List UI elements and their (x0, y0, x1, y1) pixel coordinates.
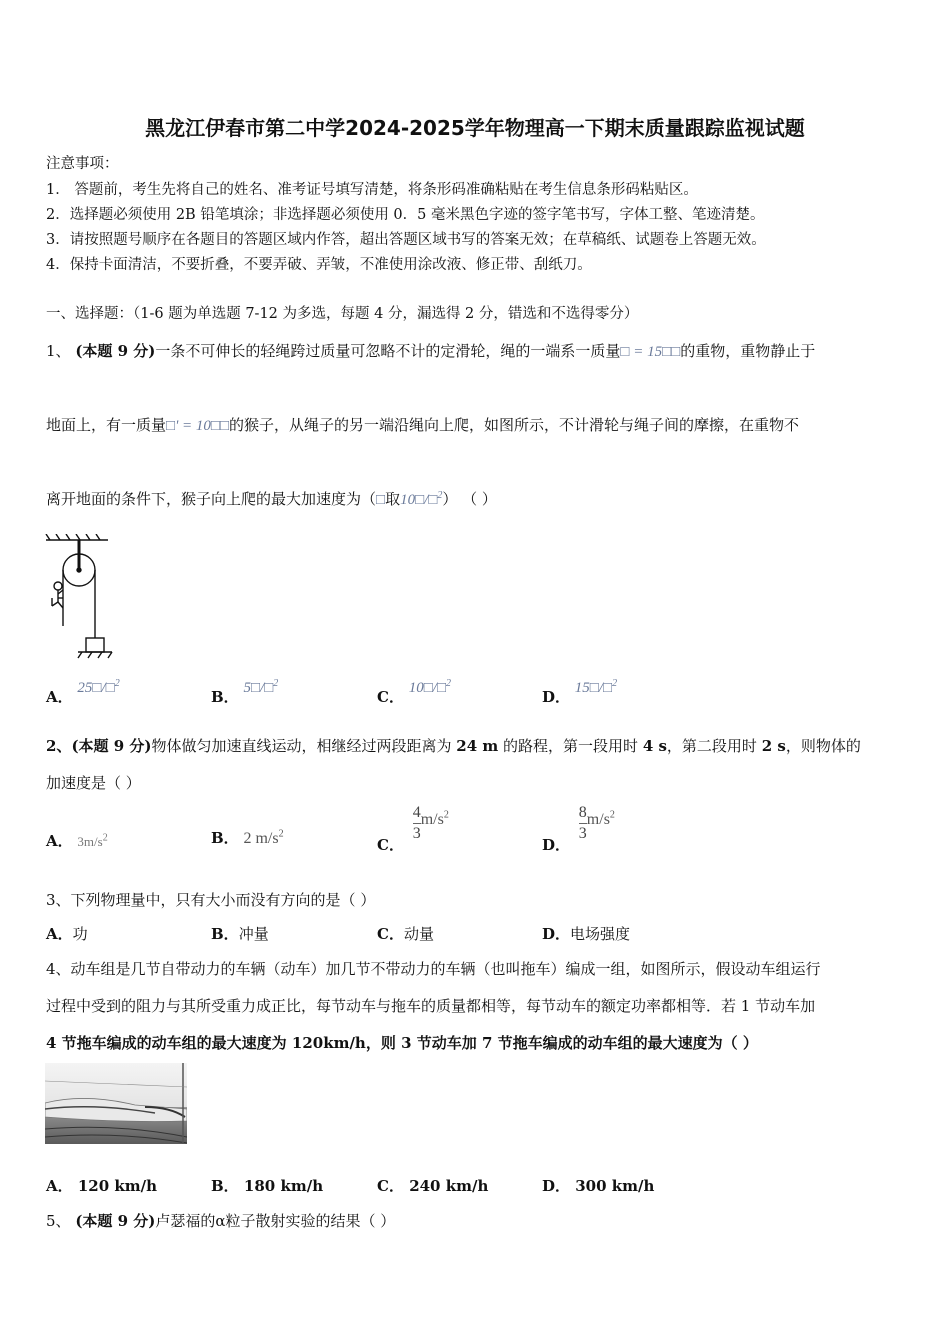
q1-option-b[interactable] (211, 678, 279, 707)
option-label: C． (377, 925, 404, 943)
ceiling-hatch (76, 534, 80, 540)
question-text: 一条不可伸长的轻绳跨过质量可忽略不计的定滑轮，绳的一端系一质量 (155, 342, 621, 360)
option-label: D． (542, 688, 571, 706)
option-value-text: 3m/s (77, 834, 103, 849)
option-label: A． (46, 1177, 73, 1195)
q4-option-a[interactable] (46, 1175, 157, 1196)
option-value (409, 680, 451, 696)
q2-option-a[interactable] (46, 830, 108, 851)
q3-option-a[interactable] (46, 923, 88, 944)
option-label: D． (542, 925, 571, 943)
q4-option-d[interactable] (542, 1175, 654, 1196)
option-label: C． (377, 1177, 404, 1195)
superscript: 2 (114, 678, 120, 689)
superscript: 2 (273, 678, 279, 689)
superscript: 2 (446, 678, 452, 689)
q3-option-c[interactable] (377, 923, 434, 944)
fraction (579, 803, 587, 844)
question-1-line-2 (46, 414, 799, 435)
option-value-text: 5□/□ (243, 680, 274, 696)
fraction-denominator: 3 (578, 825, 587, 842)
formula-g-symbol: □ (376, 492, 386, 508)
question-4-line-2: 过程中受到的阻力与其所受重力成正比，每节动车与拖车的质量都相等，每节动车的额定功率都相等．若 1 节动车加 (46, 997, 816, 1015)
question-5-line-1 (46, 1210, 395, 1231)
ceiling-hatch (56, 534, 60, 540)
option-unit-text: m/s (420, 810, 444, 828)
ground-hatch (78, 652, 82, 658)
question-score-tag: (本题 9 分) (71, 737, 152, 755)
option-label: B． (211, 829, 239, 847)
monkey-leg (58, 602, 63, 608)
option-value (243, 830, 283, 847)
formula-mass-2: □' = 10□□ (166, 418, 230, 434)
question-text: ，第二段用时 (666, 737, 762, 755)
question-score-tag: (本题 9 分) (75, 1212, 156, 1230)
q1-option-a[interactable] (46, 678, 120, 707)
question-3-text: 3、下列物理量中，只有大小而没有方向的是（ ） (46, 891, 376, 909)
question-text: 卢瑟福的α粒子散射实验的结果（ ） (155, 1212, 396, 1230)
option-label: B． (211, 1177, 239, 1195)
option-value (243, 680, 278, 696)
question-2-line-1 (46, 735, 861, 756)
distance-value: 24 m (456, 737, 499, 755)
option-unit-text: m/s (586, 810, 610, 828)
q2-option-c[interactable] (377, 803, 449, 854)
option-value: 动量 (403, 925, 434, 943)
page-title: 黑龙江伊春市第二中学2024-2025学年物理高一下期末质量跟踪监视试题 (145, 116, 805, 140)
option-value (575, 680, 617, 696)
time-value-1: 4 s (642, 737, 667, 755)
option-label: A． (46, 832, 73, 850)
option-label: D． (542, 1177, 571, 1195)
q1-option-c[interactable] (377, 678, 452, 707)
option-label: C． (377, 688, 404, 706)
ground-hatch (108, 652, 112, 658)
notice-item: 3．请按照题号顺序在各题目的答题区域内作答，超出答题区域书写的答案无效；在草稿纸、试题卷上答题无效。 (46, 232, 766, 248)
question-text: 地面上，有一质量 (46, 416, 167, 434)
superscript: 2 (278, 828, 284, 840)
question-text: 取 (385, 490, 401, 508)
question-text: 的重物，重物静止于 (680, 342, 816, 360)
notice-heading: 注意事项： (46, 156, 119, 172)
notice-item: 2．选择题必须使用 2B 铅笔填涂；非选择题必须使用 0．5 毫米黑色字迹的签字笔书写，字体工整、笔迹清楚。 (46, 207, 765, 223)
q3-option-d[interactable] (542, 923, 630, 944)
option-value-text: 15□/□ (574, 680, 613, 696)
formula-mass-1: □ = 15□□ (620, 344, 681, 360)
option-value: 300 km/h (575, 1177, 655, 1195)
option-label: C． (377, 835, 404, 854)
q4-option-b[interactable] (211, 1175, 323, 1196)
ceiling-hatch (66, 534, 70, 540)
fraction-denominator: 3 (412, 825, 421, 842)
fraction-numerator: 4 (413, 803, 421, 824)
question-1-line-3 (46, 488, 497, 509)
ceiling-hatch (96, 534, 100, 540)
monkey-leg (52, 602, 58, 606)
pulley-center (77, 568, 81, 572)
option-value: 180 km/h (243, 1177, 324, 1195)
option-value-text: 10□/□ (408, 680, 447, 696)
section-heading: 一、选择题：（1-6 题为单选题 7-12 为多选，每题 4 分，漏选得 2 分，错选和不选得零分） (46, 306, 639, 322)
ceiling-hatch (86, 534, 90, 540)
question-text: ） （ ） (442, 490, 497, 508)
superscript: 2 (102, 832, 108, 844)
superscript: 2 (609, 809, 615, 821)
question-number: 2、 (46, 737, 72, 755)
question-number: 1、 (46, 342, 71, 360)
weight-block (86, 638, 104, 652)
monkey-head (54, 582, 62, 590)
fraction-numerator: 8 (579, 803, 587, 824)
q3-option-b[interactable] (211, 923, 269, 944)
ground-hatch (98, 652, 102, 658)
option-label: B． (211, 688, 239, 706)
option-label: A． (46, 925, 73, 943)
question-text: 的路程，第一段用时 (498, 737, 643, 755)
question-4-line-1: 4、动车组是几节自带动力的车辆（动车）加几节不带动力的车辆（也叫拖车）编成一组，如图所示，假设动车组运行 (46, 960, 821, 978)
option-unit (421, 811, 449, 828)
option-value: 240 km/h (409, 1177, 489, 1195)
option-value: 功 (72, 925, 88, 943)
train-photo (45, 1063, 187, 1144)
formula-gravity (400, 492, 442, 508)
ceiling-hatch (46, 534, 50, 540)
option-label: B． (211, 925, 239, 943)
question-2-line-2: 加速度是（ ） (46, 774, 141, 792)
option-value: 冲量 (238, 925, 269, 943)
superscript: 2 (612, 678, 618, 689)
superscript: 2 (443, 809, 449, 821)
option-value-text: 25□/□ (77, 680, 115, 696)
question-text: 离开地面的条件下，猴子向上爬的最大加速度为（ (46, 490, 377, 508)
option-label: D． (542, 835, 571, 854)
q2-option-b[interactable] (211, 827, 284, 848)
ground-hatch (88, 652, 92, 658)
question-1-line-1 (46, 340, 815, 361)
formula-gravity-value: 10□/□ (400, 492, 438, 508)
time-value-2: 2 s (761, 737, 786, 755)
q2-option-d[interactable] (542, 803, 615, 854)
question-text: 的猴子，从绳子的另一端沿绳向上爬，如图所示，不计滑轮与绳子间的摩擦，在重物不 (229, 416, 800, 434)
option-unit (587, 811, 615, 828)
pulley-figure (44, 534, 116, 662)
question-4-line-3: 4 节拖车编成的动车组的最大速度为 120km/h，则 3 节动车加 7 节拖车编成的动车组的最大速度为（ ） (46, 1034, 758, 1052)
q4-option-c[interactable] (377, 1175, 488, 1196)
question-number: 5、 (46, 1212, 71, 1230)
notice-item: 4．保持卡面清洁，不要折叠，不要弄破、弄皱，不准使用涂改液、修正带、刮纸刀。 (46, 257, 592, 273)
option-value-text: 2 m/s (243, 830, 279, 847)
notice-item: 1． 答题前，考生先将自己的姓名、准考证号填写清楚，将条形码准确粘贴在考生信息条形码粘贴区。 (46, 182, 698, 198)
option-value (77, 834, 107, 849)
question-score-tag: (本题 9 分) (75, 342, 156, 360)
superscript: 2 (437, 490, 443, 501)
question-text: 物体做匀加速直线运动，相继经过两段距离为 (151, 737, 457, 755)
option-label: A． (46, 688, 73, 706)
question-text: ，则物体的 (785, 737, 861, 755)
fraction (413, 803, 421, 844)
option-value (77, 680, 119, 696)
q1-option-d[interactable] (542, 678, 618, 707)
option-value: 120 km/h (77, 1177, 158, 1195)
option-value: 电场强度 (570, 925, 631, 943)
